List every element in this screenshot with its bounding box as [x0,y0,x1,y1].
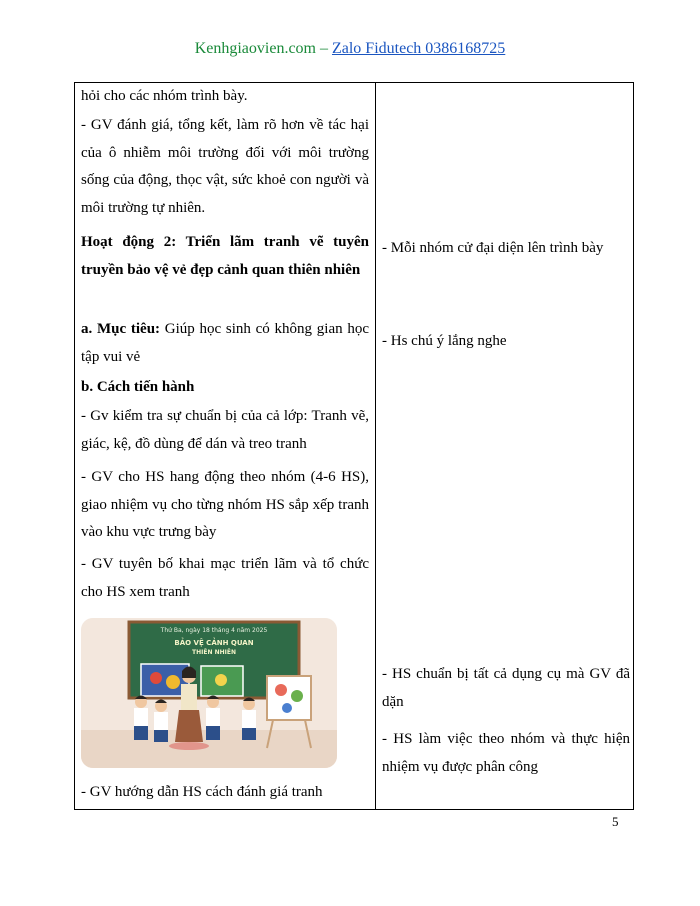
column-divider [375,83,376,809]
student-groupwork: - HS làm việc theo nhóm và thực hiện nhiệm vụ được phân công [382,731,630,775]
paragraph-open: - GV tuyên bố khai mạc triển lãm và tổ chức cho HS xem tranh [81,556,369,600]
exhibition-illustration [81,618,337,768]
paragraph-evaluate: - GV đánh giá, tổng kết, làm rõ hơn về tác hại của ô nhiễm môi trường đối với môi trường sống của động, thọc vật, sức khoẻ con người và môi trường tự nhiên. [81,117,369,216]
zalo-link[interactable]: Zalo Fidutech 0386168725 [331,40,506,57]
paragraph-group: - GV cho HS hang động theo nhóm (4-6 HS), giao nhiệm vụ cho từng nhóm HS sắp xếp tranh vào khu vực trưng bày [81,469,369,540]
page-number: 5 [612,814,619,829]
student-listen: - Hs chú ý lắng nghe [382,333,507,349]
activity-title: Hoạt động 2: Triển lãm tranh vẽ tuyên truyền bảo vệ vẻ đẹp cảnh quan thiên nhiên [81,234,369,278]
header-separator: – [315,40,332,57]
line-present: hỏi cho các nhóm trình bày. [81,88,248,104]
board-title-2: THIÊN NHIÊN [192,649,236,656]
student-present: - Mỗi nhóm cử đại diện lên trình bày [382,240,604,256]
lesson-table [74,82,634,810]
paragraph-check: - Gv kiểm tra sự chuẩn bị của cả lớp: Tranh vẽ, giác, kệ, đồ dùng để dán và treo tranh [81,408,369,452]
board-date: Thứ Ba, ngày 18 tháng 4 năm 2025 [160,627,268,634]
page-header [0,40,700,58]
goal-paragraph [81,316,369,371]
exhibition-picture [81,618,337,768]
board-title-1: BẢO VỆ CẢNH QUAN [174,639,254,647]
student-prepare: - HS chuẩn bị tất cả dụng cụ mà GV đã dặn [382,666,630,710]
goal-text: Giúp học sinh có không gian học tập vui vẻ [81,321,369,365]
paragraph-guide: - GV hướng dẫn HS cách đánh giá tranh [81,784,323,800]
goal-label: a. Mục tiêu: [81,321,161,337]
site-name: Kenhgiaovien.com [194,40,316,57]
method-label: b. Cách tiến hành [81,379,195,395]
